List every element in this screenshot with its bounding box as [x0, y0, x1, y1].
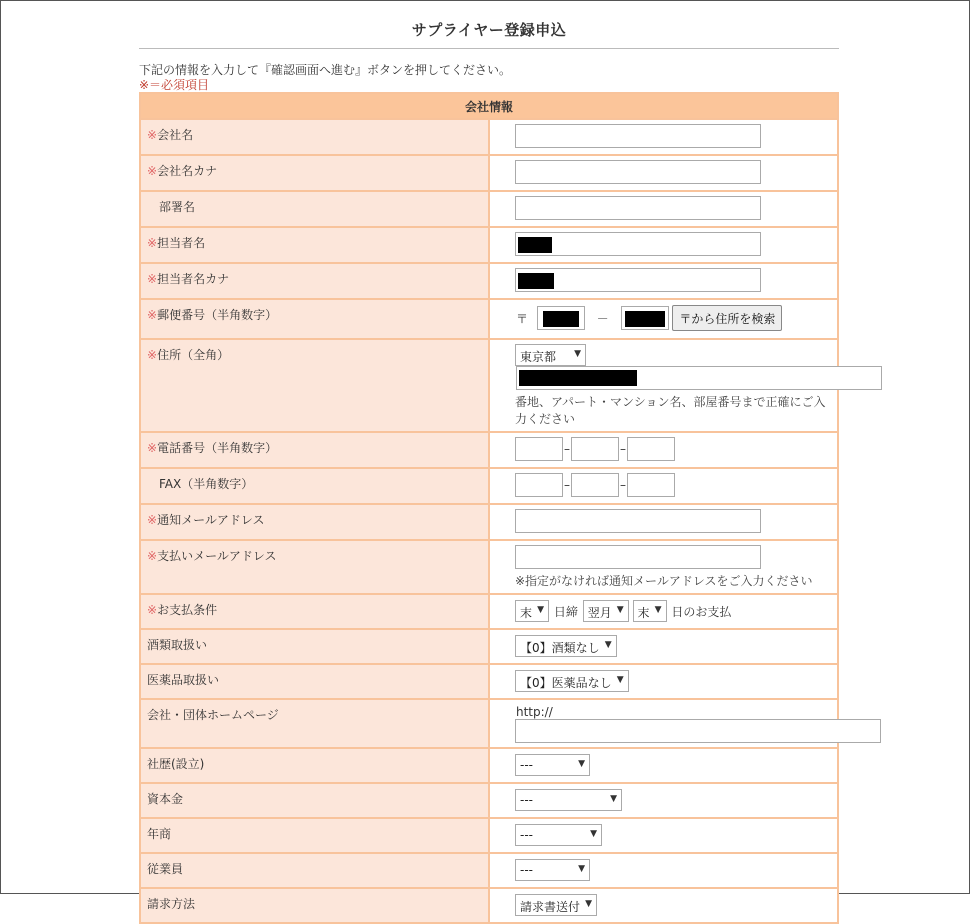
employees-select[interactable]	[515, 859, 590, 881]
row-billing-method	[140, 888, 838, 923]
pay-day-value: 末	[637, 606, 650, 620]
row-company-history	[140, 748, 838, 783]
prefecture-select[interactable]	[515, 344, 586, 366]
fax-dash: –	[564, 478, 570, 492]
payment-email-input[interactable]	[515, 545, 761, 569]
medicine-label: 医薬品取扱い	[147, 673, 220, 687]
capital-label: 資本金	[147, 791, 184, 806]
address-input[interactable]	[516, 366, 882, 390]
company-history-select[interactable]	[515, 754, 590, 776]
chevron-down-icon: ▼	[574, 349, 581, 359]
postal-first-input[interactable]	[537, 306, 585, 330]
fax-last-input[interactable]	[627, 473, 675, 497]
postal-second-input[interactable]	[621, 306, 669, 330]
page-title: サプライヤー登録申込	[411, 21, 567, 39]
required-mark: ※	[147, 603, 158, 617]
redacted-value	[519, 370, 637, 386]
redacted-value	[518, 273, 554, 289]
row-annual-sales	[140, 818, 838, 853]
phone-area-input[interactable]	[515, 437, 563, 461]
fax-dash: –	[620, 478, 626, 492]
title-divider	[139, 48, 839, 49]
liquor-label: 酒類取扱い	[147, 638, 208, 652]
row-contact-name-kana	[140, 263, 838, 299]
contact-name-kana-input[interactable]	[515, 268, 761, 292]
row-employees	[140, 853, 838, 888]
required-mark: ※	[147, 549, 158, 563]
capital-value: ---	[520, 792, 533, 807]
chevron-down-icon: ▼	[578, 863, 585, 874]
fax-middle-input[interactable]	[571, 473, 619, 497]
redacted-value	[625, 311, 665, 327]
address-label: 住所（全角）	[157, 348, 230, 362]
chevron-down-icon: ▼	[616, 605, 624, 615]
payment-terms-label: お支払条件	[157, 603, 218, 617]
company-name-input[interactable]	[515, 124, 761, 148]
postal-dash: －	[596, 311, 609, 326]
required-mark: ※	[147, 128, 158, 142]
billing-method-select[interactable]	[515, 894, 597, 916]
notify-email-label: 通知メールアドレス	[157, 513, 265, 527]
medicine-value: 【0】医薬品なし	[520, 676, 612, 690]
fax-label: FAX（半角数字）	[159, 477, 254, 491]
prefecture-value: 東京都	[520, 350, 557, 364]
phone-dash: –	[620, 442, 626, 456]
annual-sales-value: ---	[520, 827, 533, 842]
required-mark: ※	[147, 272, 158, 286]
company-name-label: 会社名	[157, 128, 194, 142]
pay-day-select[interactable]	[633, 600, 667, 622]
row-capital	[140, 783, 838, 818]
section-header: 会社情報	[140, 93, 838, 119]
row-notify-email	[140, 504, 838, 540]
chevron-down-icon: ▼	[585, 898, 593, 909]
chevron-down-icon: ▼	[616, 675, 624, 685]
chevron-down-icon: ▼	[654, 605, 662, 615]
medicine-select[interactable]	[515, 670, 629, 692]
row-payment-terms	[140, 594, 838, 629]
homepage-label: 会社・団体ホームページ	[147, 708, 279, 722]
row-fax	[140, 468, 838, 504]
pay-month-select[interactable]	[583, 600, 629, 622]
billing-method-value: 請求書送付	[520, 899, 581, 914]
row-payment-email	[140, 540, 838, 594]
company-name-kana-input[interactable]	[515, 160, 761, 184]
contact-name-kana-label: 担当者名カナ	[157, 272, 230, 286]
row-department	[140, 191, 838, 227]
department-input[interactable]	[515, 196, 761, 220]
required-mark: ※	[147, 441, 158, 455]
required-note: ※＝必須項目	[139, 78, 210, 92]
close-suffix: 日締	[553, 604, 578, 619]
close-day-select[interactable]	[515, 600, 549, 622]
company-name-kana-label: 会社名カナ	[157, 164, 218, 178]
postal-prefix: 〒	[516, 311, 529, 326]
phone-middle-input[interactable]	[571, 437, 619, 461]
liquor-value: 【0】酒類なし	[520, 641, 600, 655]
phone-last-input[interactable]	[627, 437, 675, 461]
annual-sales-select[interactable]	[515, 824, 602, 846]
payment-email-label: 支払いメールアドレス	[157, 549, 277, 563]
chevron-down-icon: ▼	[590, 828, 597, 839]
row-address	[140, 339, 838, 432]
capital-select[interactable]	[515, 789, 622, 811]
employees-label: 従業員	[147, 861, 184, 876]
billing-method-label: 請求方法	[147, 896, 196, 911]
company-info-table	[139, 92, 839, 924]
required-mark: ※	[147, 308, 158, 322]
required-mark: ※	[147, 236, 158, 250]
chevron-down-icon: ▼	[610, 793, 617, 804]
row-phone	[140, 432, 838, 468]
required-mark: ※	[147, 164, 158, 178]
row-postal	[140, 299, 838, 339]
chevron-down-icon: ▼	[537, 605, 545, 615]
homepage-input[interactable]	[515, 719, 881, 743]
homepage-prefix: http://	[516, 704, 553, 719]
row-company-name-kana	[140, 155, 838, 191]
company-history-label: 社歴(設立)	[147, 756, 205, 771]
required-mark: ※	[147, 513, 158, 527]
contact-name-input[interactable]	[515, 232, 761, 256]
pay-month-value: 翌月	[587, 606, 612, 620]
phone-dash: –	[564, 442, 570, 456]
chevron-down-icon: ▼	[578, 758, 585, 769]
payment-email-note: ※指定がなければ通知メールアドレスをご入力ください	[515, 574, 813, 588]
close-day-value: 末	[520, 606, 533, 620]
redacted-value	[518, 237, 552, 253]
notify-email-input[interactable]	[515, 509, 761, 533]
row-company-name	[140, 119, 838, 155]
contact-name-label: 担当者名	[157, 236, 206, 250]
fax-area-input[interactable]	[515, 473, 563, 497]
company-history-value: ---	[520, 757, 533, 772]
row-liquor	[140, 629, 838, 664]
liquor-select[interactable]	[515, 635, 617, 657]
department-label: 部署名	[159, 200, 196, 214]
row-contact-name	[140, 227, 838, 263]
chevron-down-icon: ▼	[604, 640, 612, 650]
phone-label: 電話番号（半角数字）	[157, 441, 278, 455]
label-cell	[140, 119, 489, 155]
intro-text: 下記の情報を入力して『確認画面へ進む』ボタンを押してください。	[139, 63, 512, 77]
annual-sales-label: 年商	[147, 826, 172, 841]
row-medicine	[140, 664, 838, 699]
postal-label: 郵便番号（半角数字）	[157, 308, 278, 322]
address-note: 番地、アパート・マンション名、部屋番号まで正確にご入力ください	[515, 395, 826, 426]
pay-suffix: 日のお支払	[671, 604, 732, 619]
postal-search-button[interactable]: 〒から住所を検索	[672, 305, 782, 331]
required-mark: ※	[147, 348, 158, 362]
redacted-value	[543, 311, 579, 327]
employees-value: ---	[520, 862, 533, 877]
row-homepage	[140, 699, 838, 748]
